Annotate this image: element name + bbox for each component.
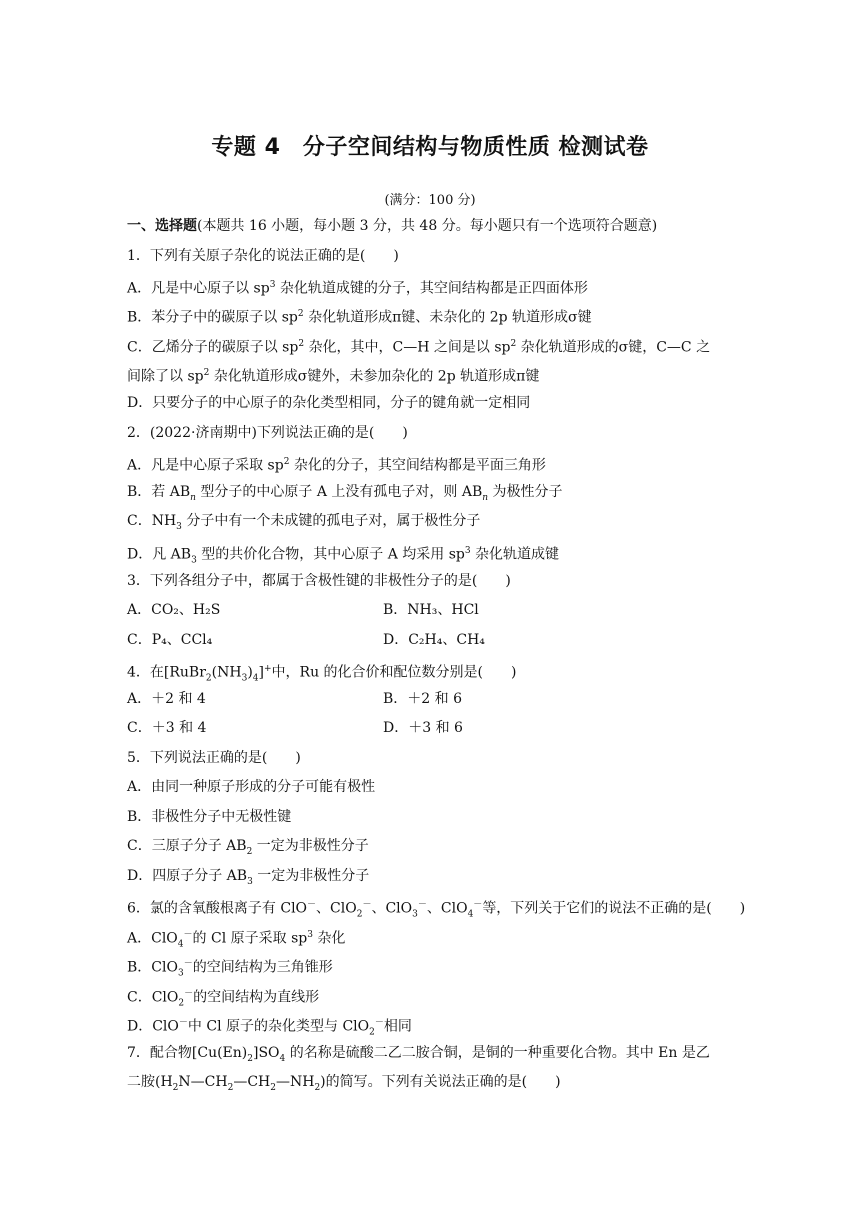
q1-option-c: C．乙烯分子的碳原子以 $sp^2$ 杂化，其中，C—H 之间是以 $sp^2$ 杂化轨道形成的σ键，C—C 之 bbox=[127, 339, 711, 356]
q4-option-a: A．＋2 和 4 bbox=[127, 691, 206, 707]
q2-option-c: C．$NH_3$ 分子中有一个未成键的孤电子对，属于极性分子 bbox=[127, 513, 481, 532]
q3-option-d: D．C₂H₄、CH₄ bbox=[383, 632, 485, 648]
q6-option-b: B．ClO$_3$－的空间结构为三角锥形 bbox=[127, 959, 333, 979]
q6-stem: 6．氯的含氧酸根离子有 ClO－、ClO$_2$－、ClO$_3$－、ClO$_4$－等，下列关于它们的说法不正确的是( ) bbox=[127, 900, 746, 920]
q5-option-c: C．三原子分子 $AB_2$ 一定为非极性分子 bbox=[127, 838, 369, 857]
q2-option-d: D．凡 $AB_3$ 型的共价化合物，其中心原子 A 均采用 $sp^3$ 杂化轨道成键 bbox=[127, 546, 560, 566]
q1-stem: 1．下列有关原子杂化的说法正确的是( ) bbox=[127, 248, 399, 264]
q3-option-b: B．NH₃、HCl bbox=[383, 602, 479, 618]
q2-option-b: B．若 $AB_n$ 型分子的中心原子 A 上没有孤电子对，则 $AB_n$ 为极性分子 bbox=[127, 484, 563, 503]
q4-option-b: B．＋2 和 6 bbox=[383, 691, 463, 707]
q5-stem: 5．下列说法正确的是( ) bbox=[127, 750, 301, 766]
q3-stem: 3．下列各组分子中，都属于含极性键的非极性分子的是( ) bbox=[127, 573, 511, 589]
q4-option-d: D．＋3 和 6 bbox=[383, 720, 463, 736]
q1-option-d: D．只要分子的中心原子的杂化类型相同，分子的键角就一定相同 bbox=[127, 395, 531, 411]
q1-option-a: A．凡是中心原子以 $sp^3$ 杂化轨道成键的分子，其空间结构都是正四面体形 bbox=[127, 280, 588, 297]
q5-option-a: A．由同一种原子形成的分子可能有极性 bbox=[127, 779, 376, 795]
q5-option-d: D．四原子分子 $AB_3$ 一定为非极性分子 bbox=[127, 868, 370, 887]
section-header bbox=[127, 216, 657, 236]
section-label: 一、选择题 bbox=[127, 218, 197, 234]
q7-stem-cont: 二胺$(H_2N—CH_2—CH_2—NH_2)$的简写。下列有关说法正确的是( ) bbox=[127, 1074, 561, 1093]
section-desc: (本题共 16 小题，每小题 3 分，共 48 分。每小题只有一个选项符合题意) bbox=[197, 218, 658, 234]
q1-option-b: B．苯分子中的碳原子以 $sp^2$ 杂化轨道形成π键、未杂化的 2p 轨道形成σ键 bbox=[127, 309, 592, 326]
q6-option-c: C．ClO$_2$－的空间结构为直线形 bbox=[127, 989, 320, 1009]
q2-stem: 2．(2022·济南期中)下列说法正确的是( ) bbox=[127, 425, 408, 441]
q7-stem: 7．配合物$[Cu(En)_2]SO_4$ 的名称是硫酸二乙二胺合铜，是铜的一种重要化合物。其中 En 是乙 bbox=[127, 1045, 710, 1064]
q4-option-c: C．＋3 和 4 bbox=[127, 720, 207, 736]
q4-stem: 4．在$[RuBr_2(NH_3)_4]^+$中，Ru 的化合价和配位数分别是( ) bbox=[127, 664, 517, 684]
q1-option-c-cont: 间除了以 $sp^2$ 杂化轨道形成σ键外，未参加杂化的 2p 轨道形成π键 bbox=[127, 368, 540, 385]
score-note: (满分：100 分) bbox=[384, 193, 476, 208]
q3-option-c: C．P₄、CCl₄ bbox=[127, 632, 213, 648]
q6-option-a: A．ClO$_4$－的 Cl 原子采取 $sp^3$ 杂化 bbox=[127, 930, 346, 950]
q5-option-b: B．非极性分子中无极性键 bbox=[127, 809, 292, 825]
q2-option-a: A．凡是中心原子采取 $sp^2$ 杂化的分子，其空间结构都是平面三角形 bbox=[127, 457, 546, 474]
page-title: 专题 4 分子空间结构与物质性质 检测试卷 bbox=[211, 135, 649, 160]
q3-option-a: A．CO₂、H₂S bbox=[127, 602, 221, 618]
q6-option-d: D．ClO－中 Cl 原子的杂化类型与 ClO$_2$－相同 bbox=[127, 1018, 412, 1038]
